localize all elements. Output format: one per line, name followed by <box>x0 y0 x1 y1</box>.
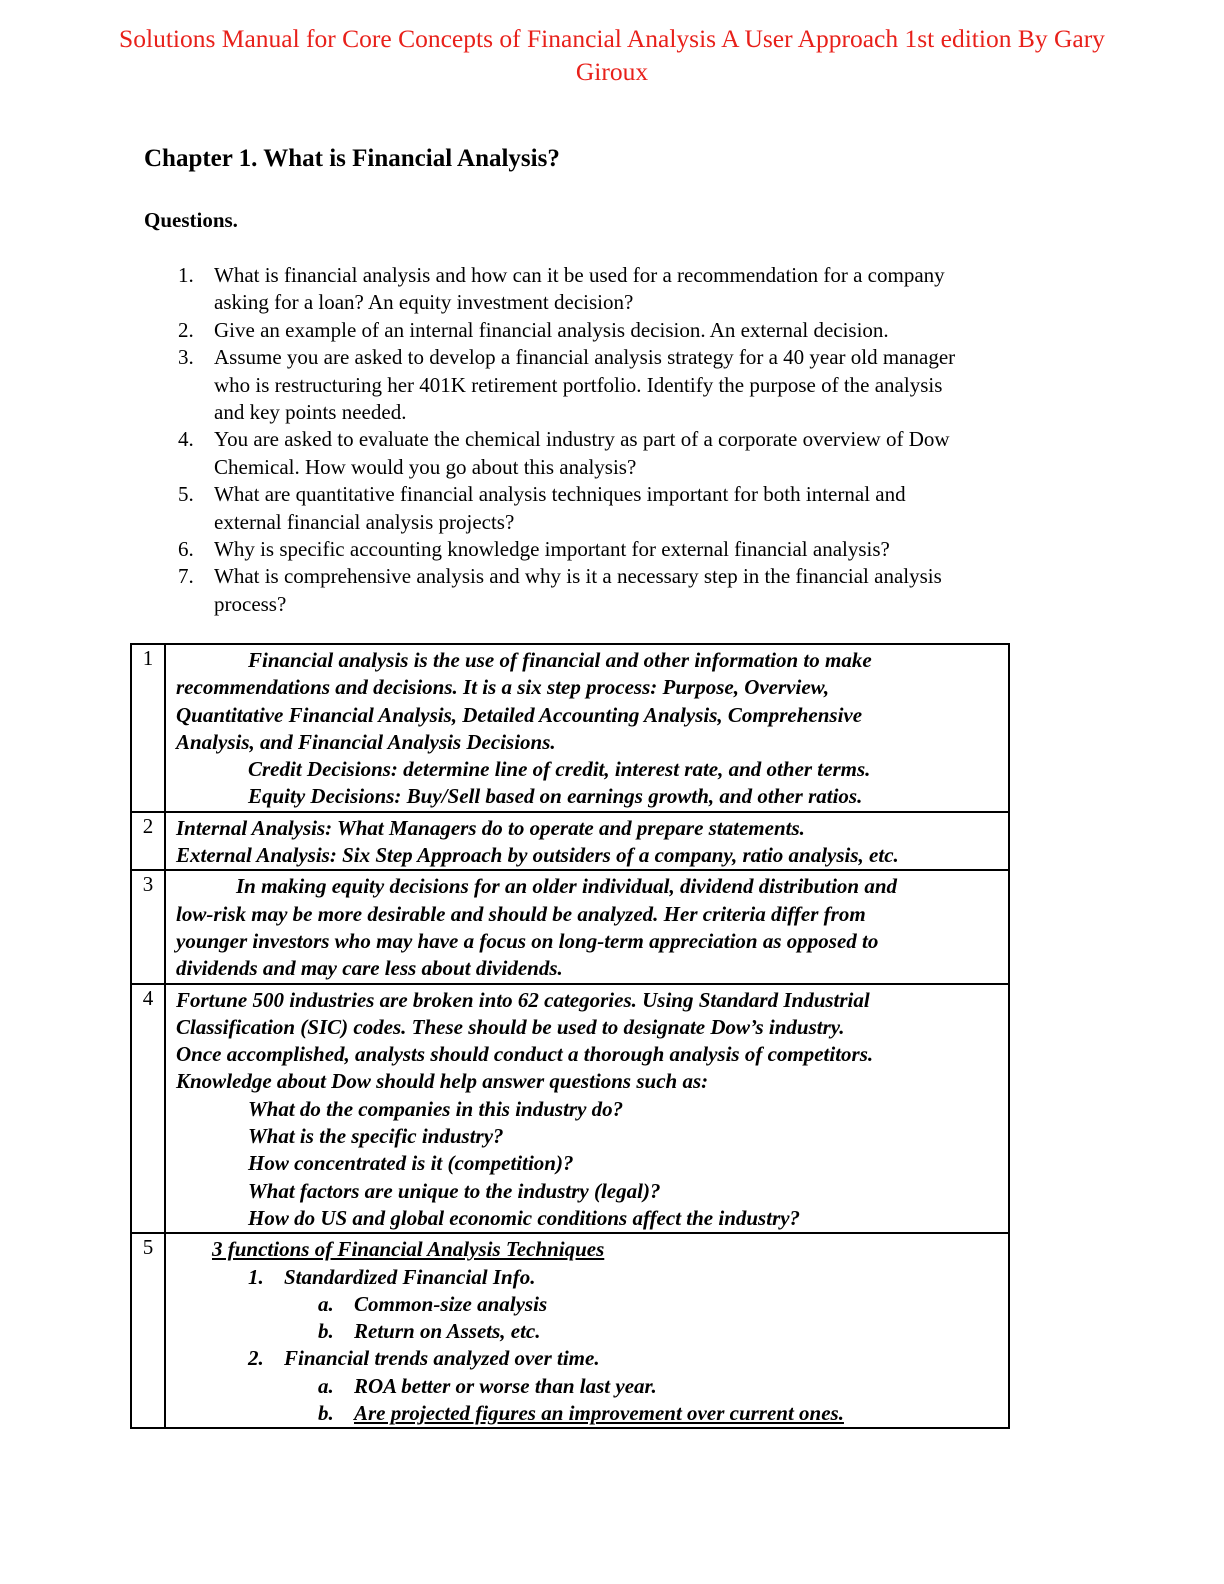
answer-cell <box>165 870 1009 983</box>
question-text: Give an example of an internal financial analysis decision. An external decision. <box>214 317 889 342</box>
answer-question: What is the specific industry? <box>248 1124 504 1149</box>
answer-list-item <box>176 1264 1004 1291</box>
answer-question: What factors are unique to the industry (legal)? <box>248 1178 661 1203</box>
question-text: What is financial analysis and how can it be used for a recommendation for a company <box>214 263 945 287</box>
questions-heading: Questions. <box>144 208 238 232</box>
question-list <box>144 262 1064 618</box>
question-text: and key points needed. <box>214 400 407 425</box>
question-item <box>144 563 1064 618</box>
list-item-text: ROA better or worse than last year. <box>354 1373 657 1398</box>
answer-text: younger investors who may have a focus on long-term appreciation as opposed to <box>176 928 879 953</box>
banner-line-1: Solutions Manual for Core Concepts of Financial Analysis A User Approach 1st edition By Gary <box>119 24 1105 53</box>
question-number: 1. <box>178 263 194 287</box>
answer-cell <box>165 984 1009 1234</box>
answer-row <box>131 1233 1009 1428</box>
question-number: 5. <box>178 482 194 507</box>
answer-sublist-item <box>176 1318 1004 1345</box>
list-item-text: Standardized Financial Info. <box>284 1264 536 1289</box>
question-item <box>144 317 1064 344</box>
question-text: You are asked to evaluate the chemical industry as part of a corporate overview of Dow <box>214 427 950 452</box>
answer-list-item <box>176 1345 1004 1372</box>
chapter-title: Chapter 1. What is Financial Analysis? <box>144 145 560 172</box>
answer-question: How concentrated is it (competition)? <box>248 1151 574 1176</box>
answer-row <box>131 644 1009 812</box>
answer-question: How do US and global economic conditions affect the industry? <box>248 1205 801 1230</box>
answer-text: External Analysis: Six Step Approach by outsiders of a company, ratio analysis, etc. <box>176 843 899 868</box>
answer-cell <box>165 644 1009 812</box>
list-marker: b. <box>318 1319 334 1344</box>
question-text: process? <box>214 591 287 616</box>
question-text: asking for a loan? An equity investment decision? <box>214 290 634 315</box>
question-text: external financial analysis projects? <box>214 509 515 534</box>
question-text: who is restructuring her 401K retirement portfolio. Identify the purpose of the analysis <box>214 372 943 397</box>
answer-row <box>131 984 1009 1234</box>
answer-cell <box>165 1233 1009 1428</box>
answer-text: Once accomplished, analysts should conduct a thorough analysis of competitors. <box>176 1042 874 1067</box>
question-number: 6. <box>178 537 194 562</box>
question-number: 2. <box>178 317 194 342</box>
list-marker: a. <box>318 1373 334 1398</box>
answer-number: 3 <box>131 870 165 983</box>
question-item <box>144 426 1064 481</box>
list-item-text: Common-size analysis <box>354 1291 548 1316</box>
answer-text: Fortune 500 industries are broken into 62 categories. Using Standard Industrial <box>176 987 870 1012</box>
document-banner <box>40 22 1184 88</box>
answer-text: recommendations and decisions. It is a six step process: Purpose, Overview, <box>176 675 830 700</box>
answer-sublist-item <box>176 1291 1004 1318</box>
question-text: Assume you are asked to develop a financial analysis strategy for a 40 year old manager <box>214 345 956 370</box>
question-item <box>144 262 1064 317</box>
question-number: 4. <box>178 427 194 452</box>
answer-text: Analysis, and Financial Analysis Decisions. <box>176 729 556 754</box>
list-item-text: Financial trends analyzed over time. <box>284 1346 600 1371</box>
answer-text: dividends and may care less about dividends. <box>176 956 563 981</box>
list-marker: 1. <box>248 1264 264 1289</box>
answer-row <box>131 870 1009 983</box>
question-number: 7. <box>178 564 194 589</box>
question-text: Chemical. How would you go about this analysis? <box>214 454 637 479</box>
answer-number: 2 <box>131 812 165 871</box>
question-item <box>144 344 1064 426</box>
answer-number: 5 <box>131 1233 165 1428</box>
answer-text: In making equity decisions for an older individual, dividend distribution and <box>236 874 898 899</box>
answer-heading: 3 functions of Financial Analysis Techniques <box>212 1237 605 1262</box>
answer-number: 4 <box>131 984 165 1234</box>
list-marker: a. <box>318 1291 334 1316</box>
answer-text: Internal Analysis: What Managers do to operate and prepare statements. <box>176 815 805 840</box>
banner-line-2: Giroux <box>575 57 649 86</box>
answer-text: Equity Decisions: Buy/Sell based on earnings growth, and other ratios. <box>248 784 863 809</box>
answers-table <box>130 643 1010 1429</box>
answer-text: Quantitative Financial Analysis, Detailed Accounting Analysis, Comprehensive <box>176 702 863 727</box>
list-item-text: Are projected figures an improvement over current ones. <box>354 1401 844 1426</box>
answer-sublist-item <box>176 1400 1004 1427</box>
answer-text: Knowledge about Dow should help answer questions such as: <box>176 1069 709 1094</box>
question-text: What are quantitative financial analysis techniques important for both internal and <box>214 482 906 507</box>
answer-text: Credit Decisions: determine line of credit, interest rate, and other terms. <box>248 757 871 782</box>
list-item-text: Return on Assets, etc. <box>354 1319 541 1344</box>
answer-row <box>131 812 1009 871</box>
list-marker: b. <box>318 1401 334 1426</box>
question-text: What is comprehensive analysis and why is it a necessary step in the financial analysis <box>214 564 942 589</box>
question-item <box>144 536 1064 563</box>
question-item <box>144 481 1064 536</box>
answer-cell <box>165 812 1009 871</box>
question-number: 3. <box>178 345 194 370</box>
answer-question: What do the companies in this industry do? <box>248 1096 624 1121</box>
list-marker: 2. <box>248 1346 264 1371</box>
answer-number: 1 <box>131 644 165 812</box>
question-text: Why is specific accounting knowledge important for external financial analysis? <box>214 537 890 562</box>
answer-text: Classification (SIC) codes. These should be used to designate Dow’s industry. <box>176 1014 845 1039</box>
answer-text: Financial analysis is the use of financial and other information to make <box>248 648 872 672</box>
answer-sublist-item <box>176 1373 1004 1400</box>
answer-text: low-risk may be more desirable and should be analyzed. Her criteria differ from <box>176 901 866 926</box>
